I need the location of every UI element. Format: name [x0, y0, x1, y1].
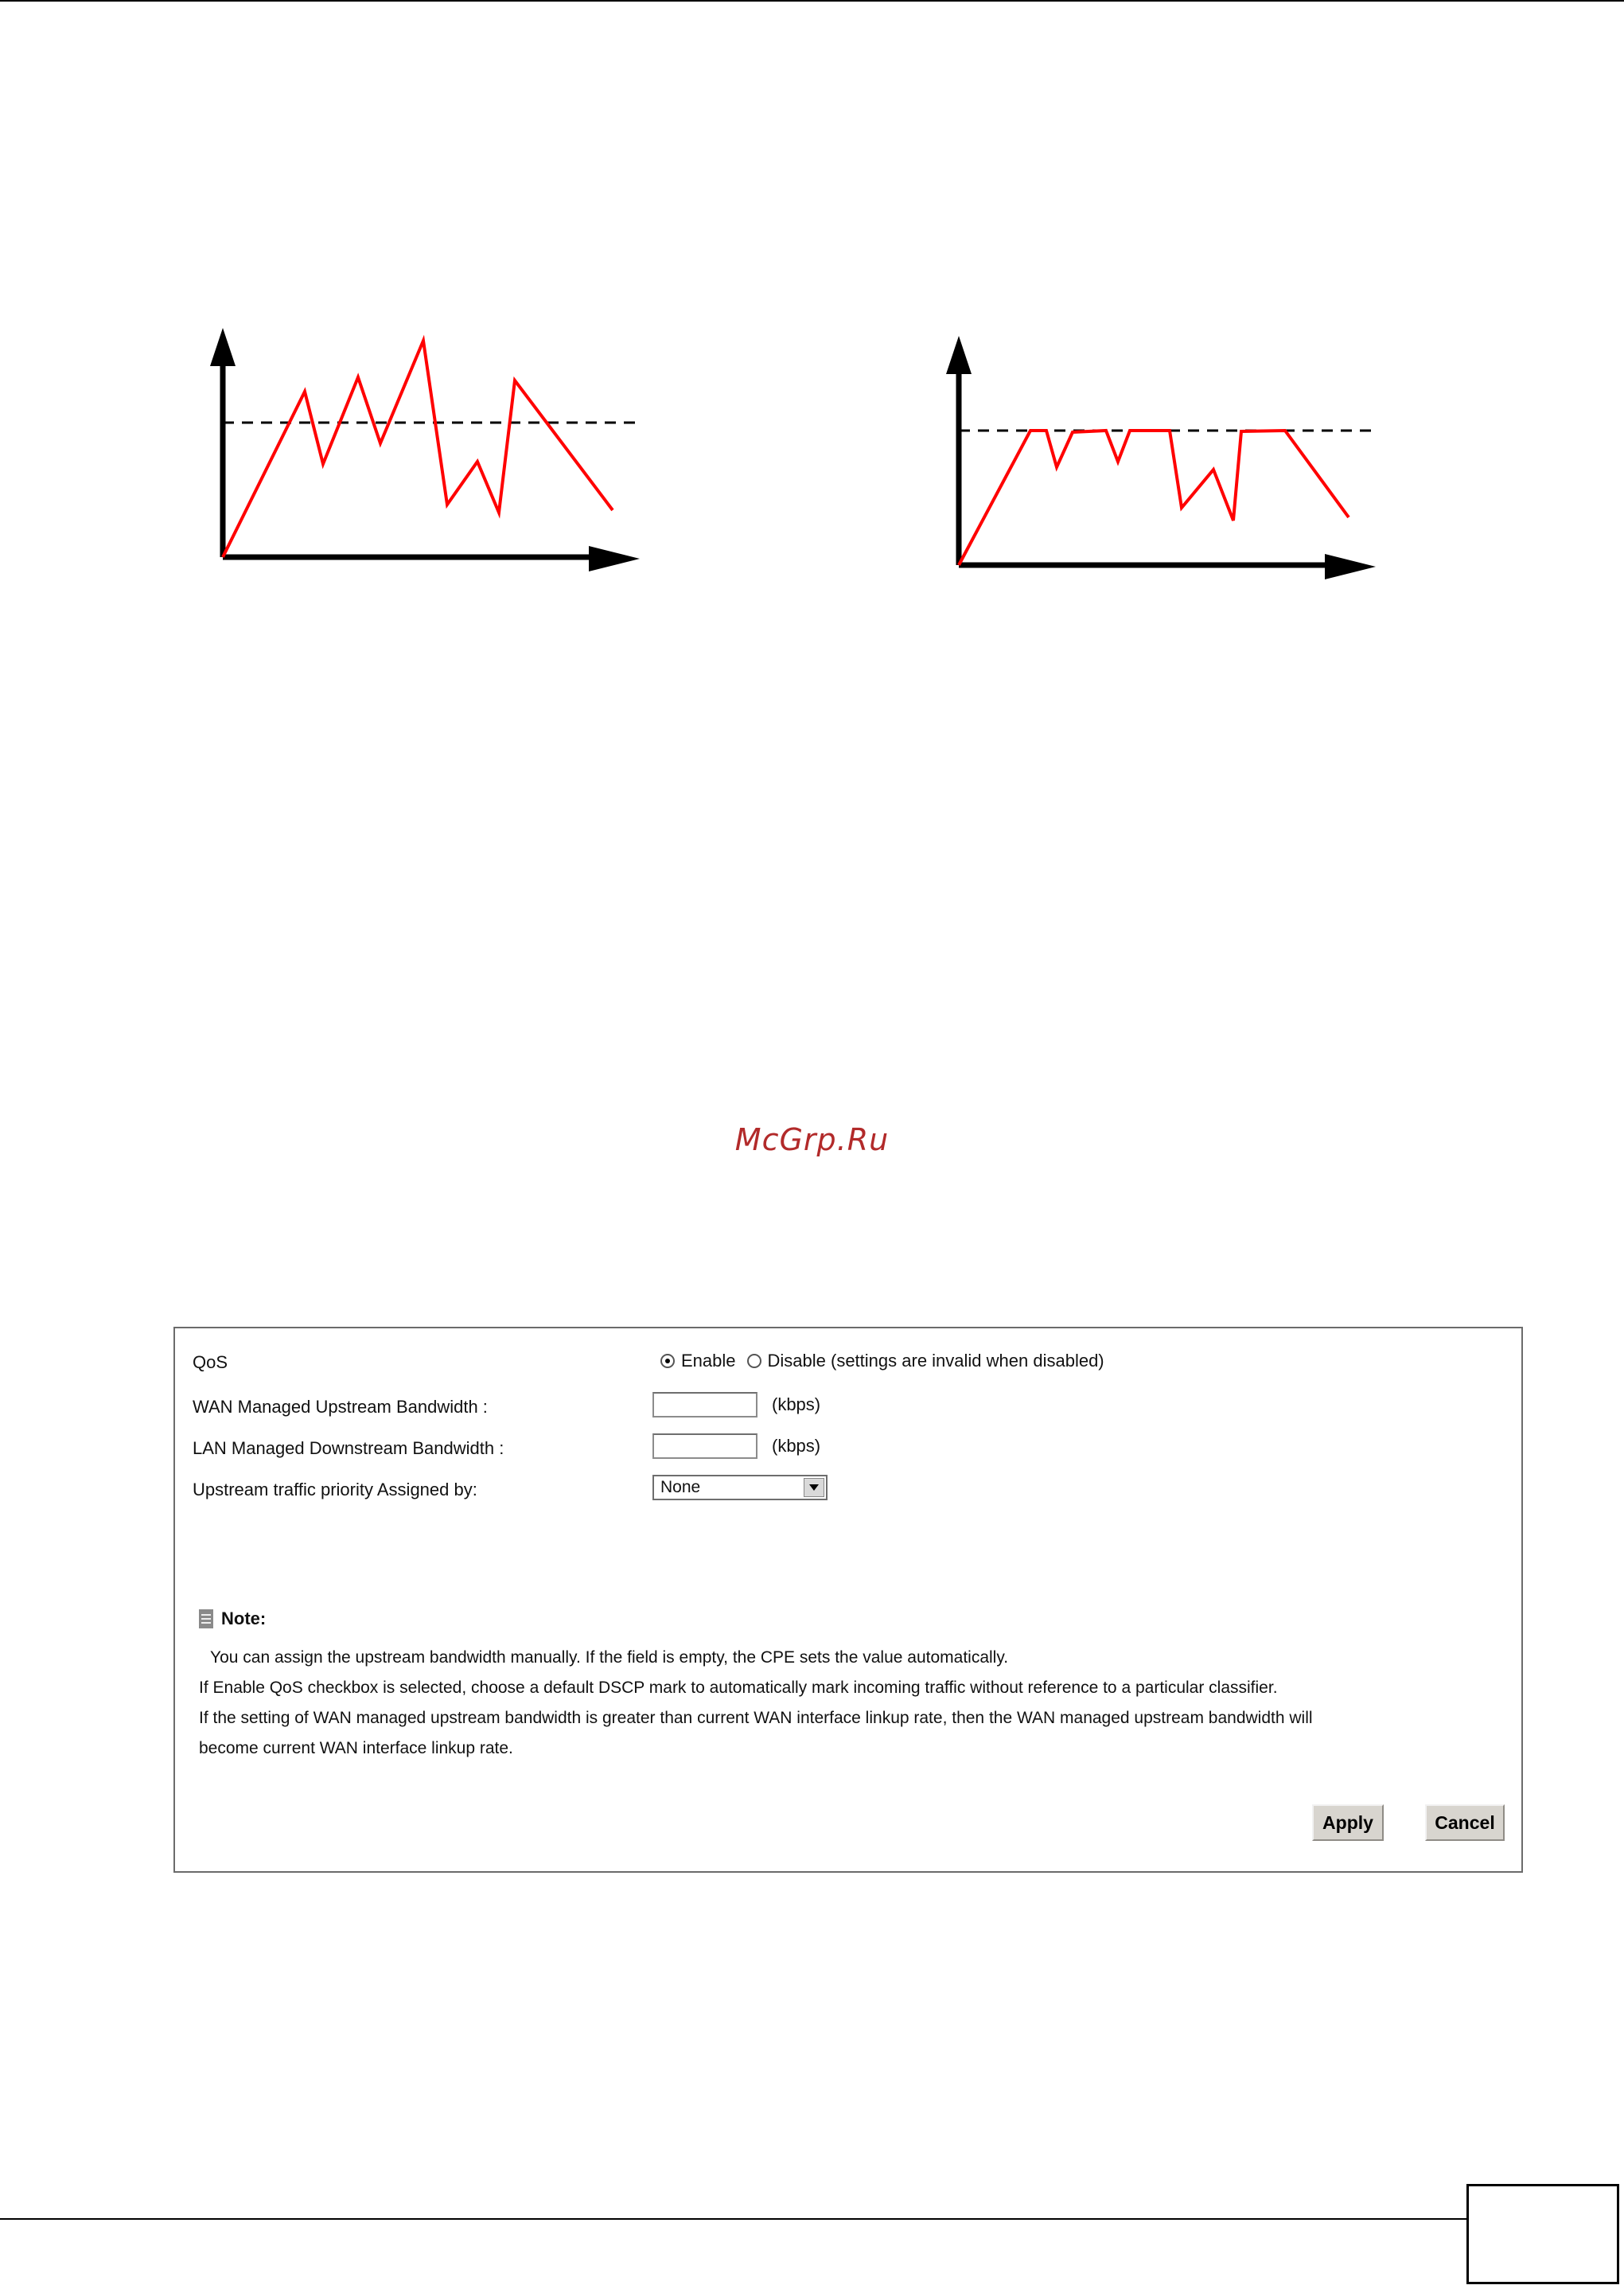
qos-label: QoS: [193, 1352, 228, 1372]
qos-settings-panel: [173, 1327, 1523, 1873]
page-top-rule: [0, 0, 1624, 2]
watermark-text: McGrp.Ru: [734, 1122, 890, 1157]
note-heading: [199, 1609, 266, 1629]
qos-disable-label: Disable (settings are invalid when disabled): [767, 1351, 1104, 1371]
priority-select-value: None: [660, 1478, 701, 1496]
unshaped-traffic-illustration: [191, 318, 652, 589]
y-axis-arrowhead: [210, 328, 236, 366]
wan-upstream-input[interactable]: [652, 1392, 757, 1417]
lan-downstream-input[interactable]: [652, 1433, 757, 1459]
y-axis-arrowhead: [946, 336, 972, 374]
cancel-button[interactable]: Cancel: [1425, 1804, 1505, 1841]
note-line-2: If Enable QoS checkbox is selected, choose a default DSCP mark to automatically mark incoming traffic without reference to a particular classifier.: [199, 1679, 1278, 1697]
wan-upstream-label: WAN Managed Upstream Bandwidth :: [193, 1397, 488, 1417]
note-line-4: become current WAN interface linkup rate.: [199, 1739, 513, 1757]
shaped-traffic-illustration: [927, 326, 1388, 597]
qos-disable-radio[interactable]: [747, 1354, 761, 1368]
qos-enable-radio[interactable]: [660, 1354, 675, 1368]
priority-select[interactable]: [652, 1475, 828, 1500]
traffic-line: [959, 431, 1349, 565]
page-bottom-rule: [0, 2218, 1469, 2220]
note-line-3: If the setting of WAN managed upstream bandwidth is greater than current WAN interface linkup rate, then the WAN managed upstream bandwidth will: [199, 1709, 1313, 1727]
traffic-line: [223, 341, 613, 557]
x-axis-arrowhead: [1325, 554, 1376, 579]
note-icon: [199, 1609, 213, 1628]
lan-downstream-label: LAN Managed Downstream Bandwidth :: [193, 1438, 504, 1458]
lan-downstream-unit: (kbps): [772, 1436, 821, 1456]
note-line-1: You can assign the upstream bandwidth manually. If the field is empty, the CPE sets the value automatically.: [210, 1648, 1009, 1667]
note-title: Note:: [221, 1609, 267, 1628]
apply-button[interactable]: Apply: [1312, 1804, 1384, 1841]
qos-radio-group: [660, 1351, 1116, 1371]
priority-label: Upstream traffic priority Assigned by:: [193, 1480, 477, 1499]
wan-upstream-unit: (kbps): [772, 1394, 821, 1414]
chevron-down-icon[interactable]: [804, 1478, 824, 1497]
qos-enable-label: Enable: [681, 1351, 736, 1371]
x-axis-arrowhead: [589, 546, 640, 571]
page-number-box: [1466, 2184, 1619, 2284]
